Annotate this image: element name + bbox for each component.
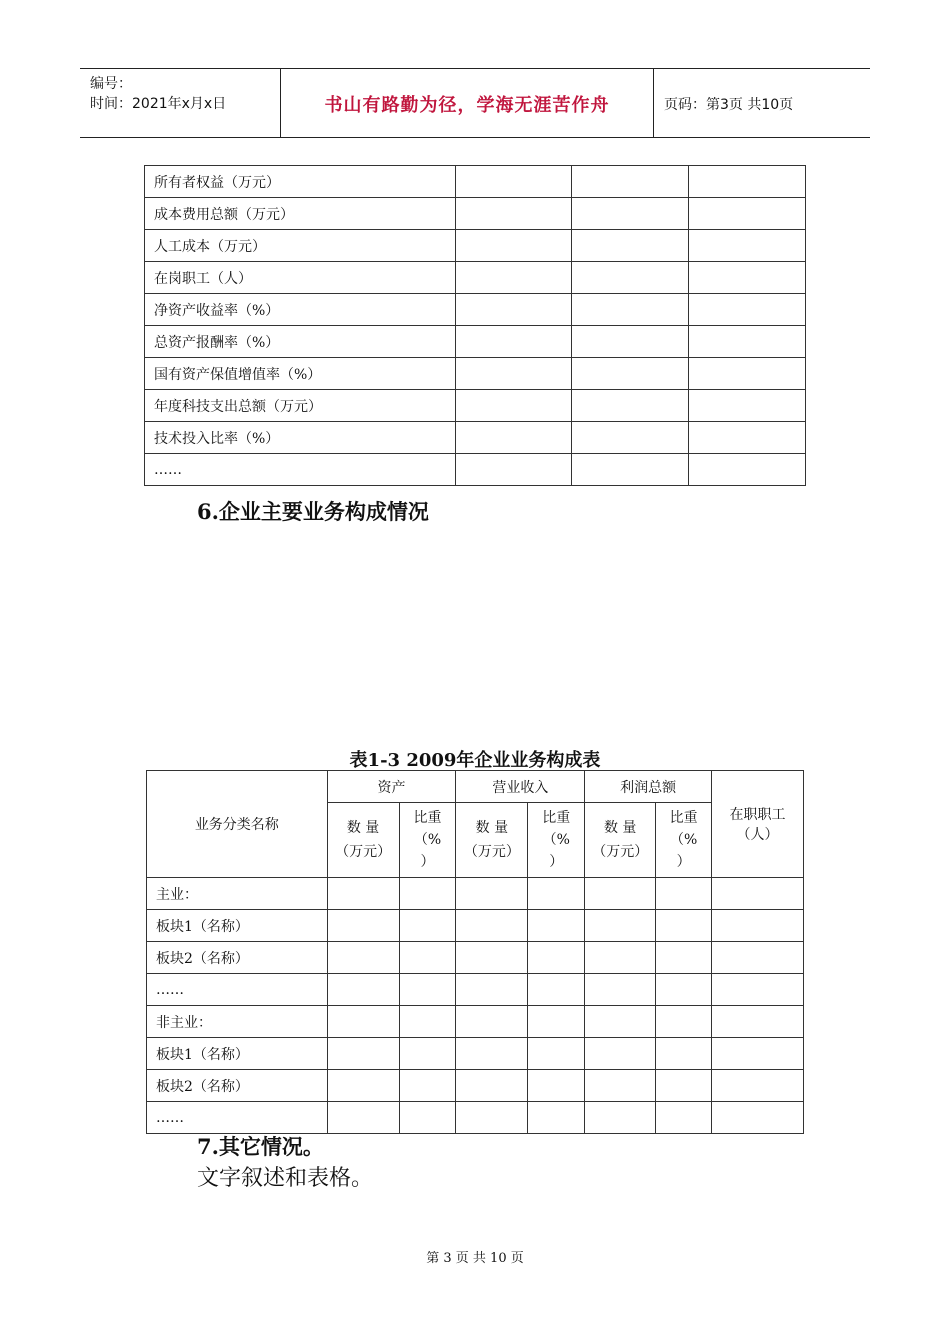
business-value-cell[interactable] [327, 910, 399, 942]
indicator-label: 人工成本（万元） [145, 230, 456, 262]
business-value-cell[interactable] [585, 1102, 656, 1134]
indicator-row [145, 422, 806, 454]
indicator-value-cell[interactable] [689, 454, 806, 486]
business-row [147, 1070, 804, 1102]
indicator-row [145, 230, 806, 262]
indicator-label: …… [145, 454, 456, 486]
business-row-label: 非主业： [147, 1006, 328, 1038]
col-header-business-category: 业务分类名称 [147, 771, 328, 878]
business-row-label: …… [147, 1102, 328, 1134]
col-header-group-2: 利润总额 [585, 771, 712, 803]
indicator-value-cell[interactable] [689, 262, 806, 294]
business-table-caption: 表1-3 2009年企业业务构成表 [349, 750, 601, 771]
col-header-staff [712, 771, 804, 878]
qty-label-text: 数 量 （万元） [592, 820, 649, 860]
indicator-value-cell[interactable] [689, 230, 806, 262]
indicator-row [145, 294, 806, 326]
header-motto: 书山有路勤为径，学海无涯苦作舟 [324, 95, 610, 116]
business-value-cell[interactable] [656, 1038, 712, 1070]
business-value-cell[interactable] [327, 1070, 399, 1102]
indicator-value-cell[interactable] [572, 198, 689, 230]
indicator-label: 所有者权益（万元） [145, 166, 456, 198]
business-row [147, 1006, 804, 1038]
header-meta-cell [80, 69, 281, 137]
indicator-value-cell[interactable] [572, 262, 689, 294]
business-value-cell[interactable] [456, 878, 528, 910]
business-value-cell[interactable] [656, 974, 712, 1006]
ratio-label-text: 比重 （% ） [669, 810, 698, 870]
business-value-cell[interactable] [528, 910, 585, 942]
business-row [147, 878, 804, 910]
indicator-row [145, 390, 806, 422]
business-value-cell[interactable] [456, 910, 528, 942]
indicator-row [145, 166, 806, 198]
business-row [147, 1038, 804, 1070]
indicator-value-cell[interactable] [572, 166, 689, 198]
indicator-value-cell[interactable] [689, 166, 806, 198]
col-header-ratio [528, 803, 585, 878]
indicator-value-cell[interactable] [689, 198, 806, 230]
ratio-label-text: 比重 （% ） [542, 810, 571, 870]
section-6-heading: 6.企业主要业务构成情况 [197, 499, 429, 524]
indicator-value-cell[interactable] [572, 230, 689, 262]
business-value-cell[interactable] [399, 974, 456, 1006]
document-number-label: 编号： [90, 76, 132, 92]
business-value-cell[interactable] [456, 942, 528, 974]
indicator-value-cell[interactable] [455, 230, 572, 262]
indicator-row [145, 326, 806, 358]
business-value-cell[interactable] [399, 910, 456, 942]
indicator-value-cell[interactable] [572, 454, 689, 486]
col-header-ratio [399, 803, 456, 878]
business-value-cell[interactable] [585, 910, 656, 942]
indicator-label: 国有资产保值增值率（%） [145, 358, 456, 390]
indicator-value-cell[interactable] [455, 326, 572, 358]
indicator-value-cell[interactable] [455, 422, 572, 454]
header-page-info: 页码：第3页 共10页 [664, 97, 794, 113]
business-value-cell[interactable] [528, 1006, 585, 1038]
business-value-cell[interactable] [456, 1038, 528, 1070]
indicator-value-cell[interactable] [572, 358, 689, 390]
business-value-cell[interactable] [456, 1070, 528, 1102]
business-value-cell[interactable] [327, 878, 399, 910]
business-value-cell[interactable] [585, 1038, 656, 1070]
business-value-cell[interactable] [656, 878, 712, 910]
business-row-label: 板块2（名称） [147, 1070, 328, 1102]
indicator-label: 年度科技支出总额（万元） [145, 390, 456, 422]
indicator-row [145, 198, 806, 230]
indicator-label: 成本费用总额（万元） [145, 198, 456, 230]
business-composition-table [146, 770, 804, 1134]
indicator-label: 技术投入比率（%） [145, 422, 456, 454]
business-value-cell[interactable] [712, 1070, 804, 1102]
indicator-value-cell[interactable] [455, 198, 572, 230]
business-value-cell[interactable] [456, 1102, 528, 1134]
business-row-label: 主业： [147, 878, 328, 910]
business-value-cell[interactable] [399, 878, 456, 910]
staff-label-text: 在职职工 （人） [729, 807, 786, 843]
indicator-value-cell[interactable] [689, 422, 806, 454]
business-row-label: 板块2（名称） [147, 942, 328, 974]
business-value-cell[interactable] [327, 1006, 399, 1038]
business-value-cell[interactable] [327, 1102, 399, 1134]
business-value-cell[interactable] [712, 974, 804, 1006]
page-footer: 第 3 页 共 10 页 [426, 1251, 524, 1266]
business-value-cell[interactable] [327, 942, 399, 974]
indicator-value-cell[interactable] [572, 326, 689, 358]
indicator-value-cell[interactable] [455, 262, 572, 294]
business-row-label: 板块1（名称） [147, 910, 328, 942]
col-header-ratio [656, 803, 712, 878]
indicator-value-cell[interactable] [689, 294, 806, 326]
business-value-cell[interactable] [656, 1070, 712, 1102]
business-value-cell[interactable] [712, 1038, 804, 1070]
business-value-cell[interactable] [456, 1006, 528, 1038]
indicator-value-cell[interactable] [689, 358, 806, 390]
business-value-cell[interactable] [585, 942, 656, 974]
col-header-group-0: 资产 [327, 771, 456, 803]
business-value-cell[interactable] [656, 942, 712, 974]
indicator-value-cell[interactable] [689, 390, 806, 422]
header-motto-cell [281, 69, 654, 137]
indicator-row [145, 262, 806, 294]
indicator-label: 在岗职工（人） [145, 262, 456, 294]
business-value-cell[interactable] [399, 1038, 456, 1070]
business-value-cell[interactable] [585, 878, 656, 910]
business-value-cell[interactable] [585, 1006, 656, 1038]
indicator-value-cell[interactable] [455, 294, 572, 326]
indicator-row [145, 358, 806, 390]
indicator-value-cell[interactable] [572, 294, 689, 326]
page-header [80, 68, 870, 138]
indicator-value-cell[interactable] [572, 422, 689, 454]
indicator-value-cell[interactable] [455, 166, 572, 198]
business-value-cell[interactable] [656, 910, 712, 942]
business-value-cell[interactable] [399, 1006, 456, 1038]
section-7-text: 文字叙述和表格。 [197, 1166, 374, 1191]
indicator-value-cell[interactable] [689, 326, 806, 358]
indicator-value-cell[interactable] [455, 454, 572, 486]
col-header-qty [327, 803, 399, 878]
business-row [147, 974, 804, 1006]
indicator-value-cell[interactable] [572, 390, 689, 422]
business-value-cell[interactable] [656, 1006, 712, 1038]
business-value-cell[interactable] [528, 1102, 585, 1134]
business-value-cell[interactable] [528, 878, 585, 910]
business-value-cell[interactable] [528, 1038, 585, 1070]
business-row [147, 910, 804, 942]
col-header-group-1: 营业收入 [456, 771, 585, 803]
col-header-qty [456, 803, 528, 878]
business-value-cell[interactable] [712, 1102, 804, 1134]
col-header-qty [585, 803, 656, 878]
business-value-cell[interactable] [456, 974, 528, 1006]
business-value-cell[interactable] [585, 1070, 656, 1102]
qty-label-text: 数 量 （万元） [335, 820, 392, 860]
business-value-cell[interactable] [528, 974, 585, 1006]
business-value-cell[interactable] [528, 1070, 585, 1102]
indicator-label: 净资产收益率（%） [145, 294, 456, 326]
ratio-label-text: 比重 （% ） [413, 810, 442, 870]
indicator-label: 总资产报酬率（%） [145, 326, 456, 358]
document-time-label: 时间：2021年x月x日 [90, 96, 227, 112]
business-row [147, 942, 804, 974]
business-value-cell[interactable] [399, 1102, 456, 1134]
indicator-value-cell[interactable] [455, 390, 572, 422]
business-value-cell[interactable] [656, 1102, 712, 1134]
business-value-cell[interactable] [712, 942, 804, 974]
business-value-cell[interactable] [712, 910, 804, 942]
section-7-heading: 7.其它情况。 [197, 1134, 324, 1159]
indicator-table [144, 165, 806, 486]
business-row-label: …… [147, 974, 328, 1006]
business-value-cell[interactable] [712, 1006, 804, 1038]
indicator-row [145, 454, 806, 486]
business-value-cell[interactable] [327, 974, 399, 1006]
header-page-cell [654, 69, 870, 137]
business-value-cell[interactable] [399, 942, 456, 974]
business-value-cell[interactable] [712, 878, 804, 910]
business-value-cell[interactable] [327, 1038, 399, 1070]
qty-label-text: 数 量 （万元） [463, 820, 520, 860]
business-value-cell[interactable] [528, 942, 585, 974]
business-value-cell[interactable] [399, 1070, 456, 1102]
business-value-cell[interactable] [585, 974, 656, 1006]
business-row-label: 板块1（名称） [147, 1038, 328, 1070]
indicator-value-cell[interactable] [455, 358, 572, 390]
business-row [147, 1102, 804, 1134]
